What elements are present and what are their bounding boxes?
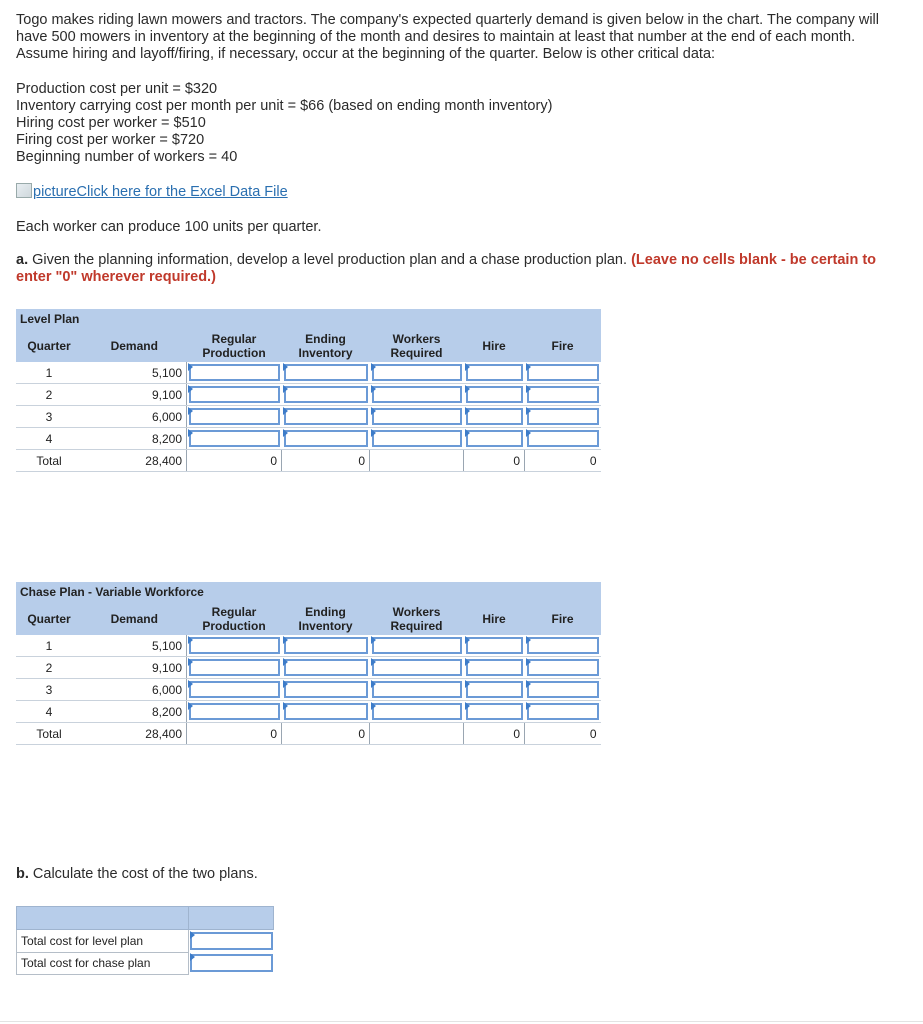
hire-input[interactable]	[464, 657, 525, 679]
demand-cell: 9,100	[82, 384, 187, 406]
header-demand: Demand	[82, 329, 187, 362]
part-a-label: a.	[16, 252, 29, 268]
header-fire: Fire	[525, 329, 601, 362]
fire-input[interactable]	[525, 635, 601, 657]
workers-required-input[interactable]	[370, 701, 464, 723]
chase-plan-title: Chase Plan - Variable Workforce	[16, 582, 601, 602]
production-cost: Production cost per unit = $320	[16, 81, 218, 97]
header-ending-inventory: Ending Inventory	[282, 602, 370, 635]
demand-cell: 5,100	[82, 362, 187, 384]
demand-cell: 8,200	[82, 428, 187, 450]
workers-required-input[interactable]	[370, 406, 464, 428]
header-quarter: Quarter	[16, 329, 82, 362]
workers-required-input[interactable]	[370, 384, 464, 406]
fire-input[interactable]	[525, 428, 601, 450]
part-a-text: Given the planning information, develop a level production plan and a chase production plan.	[28, 252, 632, 268]
excel-link-row	[16, 183, 288, 200]
quarter-cell: 3	[16, 679, 82, 701]
total-label: Total	[16, 723, 82, 745]
total-demand: 28,400	[82, 450, 187, 472]
header-quarter: Quarter	[16, 602, 82, 635]
demand-cell: 6,000	[82, 679, 187, 701]
header-workers-required: Workers Required	[370, 329, 464, 362]
regular-production-input[interactable]	[187, 362, 282, 384]
total-workers-blank	[370, 450, 464, 472]
hiring-cost: Hiring cost per worker = $510	[16, 115, 206, 131]
workers-required-input[interactable]	[370, 657, 464, 679]
hire-input[interactable]	[464, 428, 525, 450]
header-ending-inventory: Ending Inventory	[282, 329, 370, 362]
fire-input[interactable]	[525, 406, 601, 428]
chase-cost-input[interactable]	[189, 952, 274, 974]
image-alt-text: picture	[33, 184, 77, 200]
fire-input[interactable]	[525, 657, 601, 679]
part-a-instruction: (Leave no cells blank - be certain to enter "0" wherever required.)	[16, 252, 877, 285]
demand-cell: 9,100	[82, 657, 187, 679]
workers-required-input[interactable]	[370, 428, 464, 450]
excel-data-link[interactable]	[16, 184, 288, 200]
level-header-row	[16, 329, 601, 362]
workers-required-input[interactable]	[370, 635, 464, 657]
regular-production-input[interactable]	[187, 428, 282, 450]
header-regular-production: Regular Production	[187, 329, 282, 362]
quarter-cell: 2	[16, 384, 82, 406]
excel-link-label: Click here for the Excel Data File	[76, 184, 288, 200]
table-row	[16, 406, 601, 428]
header-hire: Hire	[464, 602, 525, 635]
workers-required-input[interactable]	[370, 362, 464, 384]
fire-input[interactable]	[525, 679, 601, 701]
cost-table	[16, 906, 274, 975]
hire-input[interactable]	[464, 406, 525, 428]
regular-production-input[interactable]	[187, 635, 282, 657]
chase-cost-label: Total cost for chase plan	[17, 952, 189, 974]
total-regular-production: 0	[187, 450, 282, 472]
total-row	[16, 723, 601, 745]
header-regular-production: Regular Production	[187, 602, 282, 635]
header-workers-required: Workers Required	[370, 602, 464, 635]
hire-input[interactable]	[464, 635, 525, 657]
regular-production-input[interactable]	[187, 679, 282, 701]
table-row	[16, 701, 601, 723]
ending-inventory-input[interactable]	[282, 428, 370, 450]
quarter-cell: 4	[16, 428, 82, 450]
table-row	[16, 635, 601, 657]
demand-cell: 8,200	[82, 701, 187, 723]
quarter-cell: 4	[16, 701, 82, 723]
hire-input[interactable]	[464, 679, 525, 701]
table-row	[16, 679, 601, 701]
header-fire: Fire	[525, 602, 601, 635]
quarter-cell: 3	[16, 406, 82, 428]
demand-cell: 6,000	[82, 406, 187, 428]
total-workers-blank	[370, 723, 464, 745]
beginning-workers: Beginning number of workers = 40	[16, 149, 238, 165]
ending-inventory-input[interactable]	[282, 635, 370, 657]
part-b-label: b.	[16, 866, 29, 882]
ending-inventory-input[interactable]	[282, 384, 370, 406]
chase-plan-table	[16, 582, 601, 745]
level-plan-table	[16, 309, 601, 472]
regular-production-input[interactable]	[187, 657, 282, 679]
regular-production-input[interactable]	[187, 701, 282, 723]
level-cost-label: Total cost for level plan	[17, 930, 189, 953]
ending-inventory-input[interactable]	[282, 657, 370, 679]
hire-input[interactable]	[464, 384, 525, 406]
part-b-text: Calculate the cost of the two plans.	[28, 866, 258, 882]
firing-cost: Firing cost per worker = $720	[16, 132, 205, 148]
regular-production-input[interactable]	[187, 384, 282, 406]
table-row	[16, 362, 601, 384]
carrying-cost: Inventory carrying cost per month per unit = $66 (based on ending month inventory)	[16, 98, 553, 114]
quarter-cell: 2	[16, 657, 82, 679]
critical-data-list	[16, 81, 552, 166]
broken-image-icon	[16, 183, 32, 198]
level-cost-input[interactable]	[189, 930, 274, 953]
ending-inventory-input[interactable]	[282, 362, 370, 384]
table-row	[16, 384, 601, 406]
regular-production-input[interactable]	[187, 406, 282, 428]
total-fire: 0	[525, 450, 601, 472]
quarter-cell: 1	[16, 635, 82, 657]
part-b-prompt	[16, 866, 258, 883]
bottom-divider	[0, 1021, 923, 1022]
fire-input[interactable]	[525, 362, 601, 384]
fire-input[interactable]	[525, 384, 601, 406]
ending-inventory-input[interactable]	[282, 679, 370, 701]
table-row	[16, 428, 601, 450]
total-hire: 0	[464, 450, 525, 472]
hire-input[interactable]	[464, 701, 525, 723]
workers-required-input[interactable]	[370, 679, 464, 701]
table-row	[17, 952, 274, 974]
worker-note: Each worker can produce 100 units per quarter.	[16, 219, 322, 235]
level-plan-title: Level Plan	[16, 309, 601, 329]
total-label: Total	[16, 450, 82, 472]
fire-input[interactable]	[525, 701, 601, 723]
hire-input[interactable]	[464, 362, 525, 384]
header-hire: Hire	[464, 329, 525, 362]
table-row	[16, 657, 601, 679]
problem-intro: Togo makes riding lawn mowers and tractors. The company's expected quarterly demand is given below in the chart. The company will have 500 mowers in inventory at the beginning of the month and desires to maintain at least that number at the end of each month. Assume hiring and layoff/firing, if necessary, occur at the beginning of the quarter. Below is other critical data:	[16, 12, 879, 62]
ending-inventory-input[interactable]	[282, 406, 370, 428]
header-demand: Demand	[82, 602, 187, 635]
part-a-prompt	[16, 252, 906, 286]
quarter-cell: 1	[16, 362, 82, 384]
ending-inventory-input[interactable]	[282, 701, 370, 723]
chase-header-row	[16, 602, 601, 635]
demand-cell: 5,100	[82, 635, 187, 657]
total-regular-production: 0	[187, 723, 282, 745]
total-row	[16, 450, 601, 472]
total-ending-inventory: 0	[282, 450, 370, 472]
total-ending-inventory: 0	[282, 723, 370, 745]
total-fire: 0	[525, 723, 601, 745]
total-hire: 0	[464, 723, 525, 745]
cost-header-row	[17, 907, 274, 930]
total-demand: 28,400	[82, 723, 187, 745]
table-row	[17, 930, 274, 953]
